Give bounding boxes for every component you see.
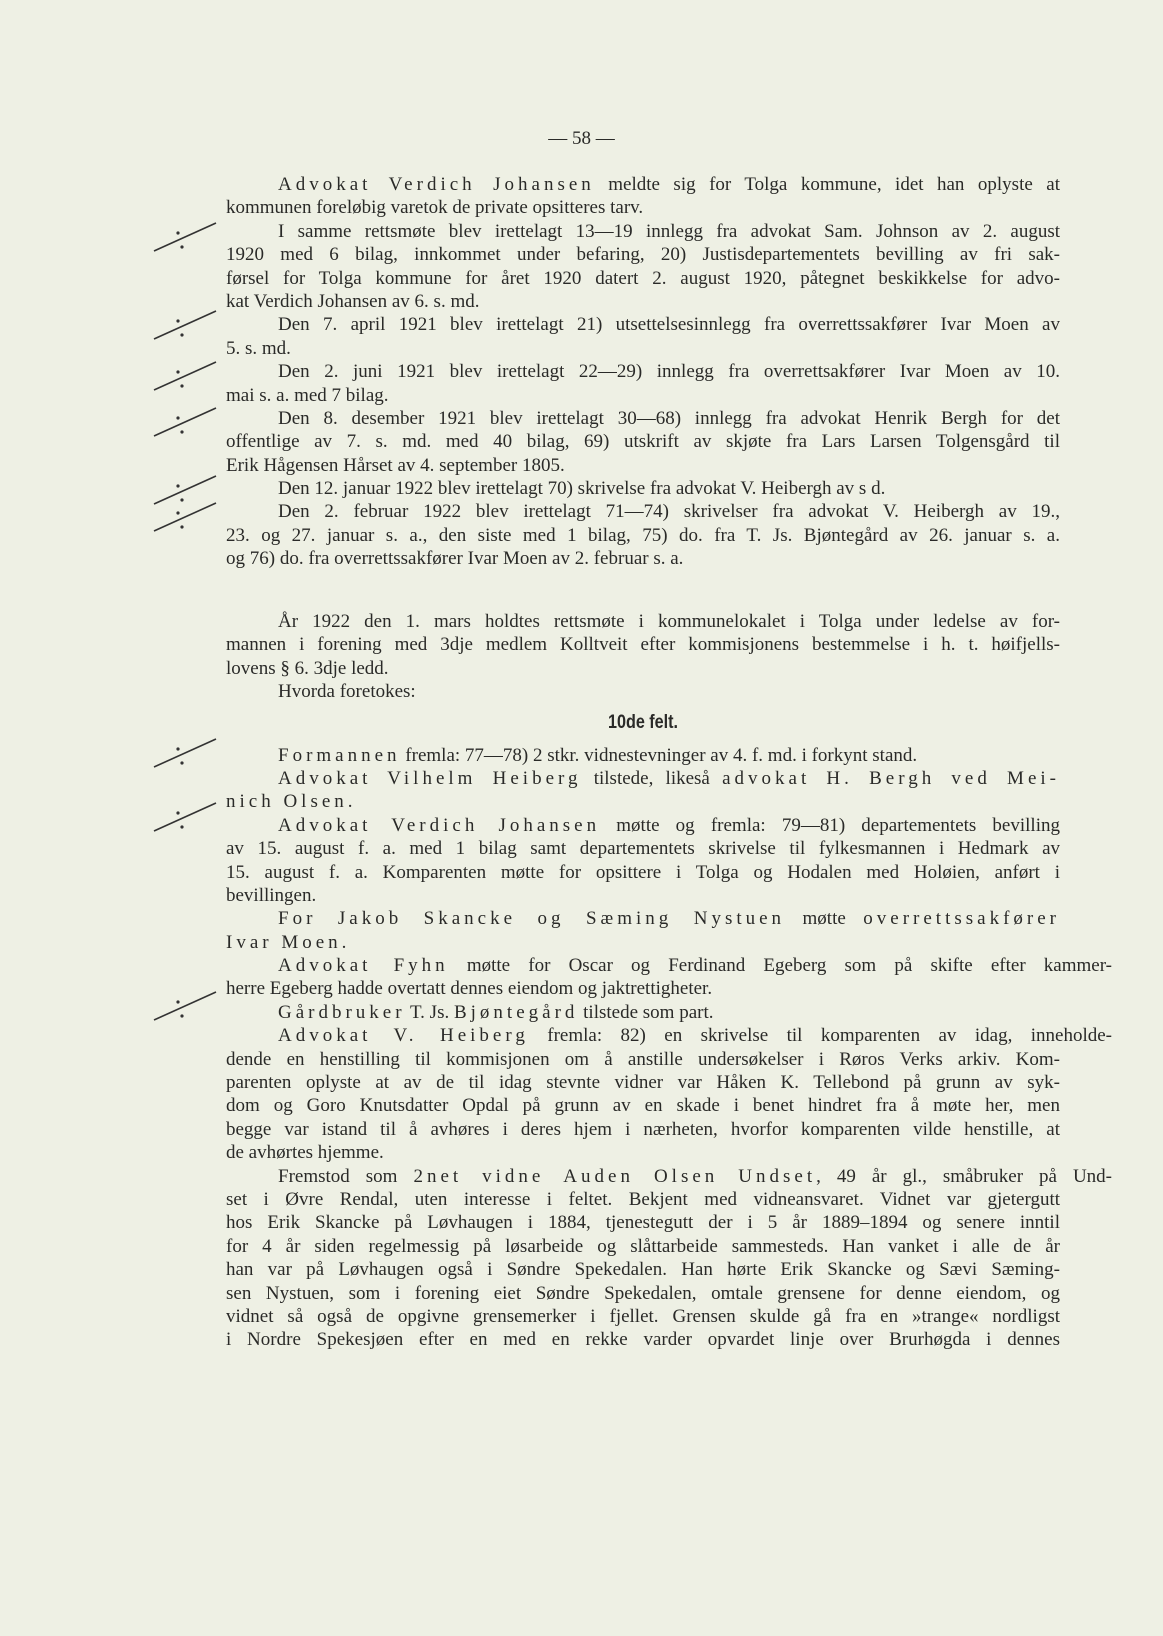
paragraph — [226, 814, 1060, 908]
section-court-session — [226, 610, 1113, 1352]
text-run: hos Erik Skancke på Løvhaugen i 1884, tjenestegutt der i 5 år 1889–1894 og senere inntil — [226, 1212, 1060, 1234]
text-run: parenten oplyste at av de til idag stevnte vidner var Håken K. Tellebond på grunn av syk- — [226, 1072, 1060, 1094]
text-line — [226, 1071, 1060, 1094]
text-run: sen Nystuen, som i forening eiet Søndre Spekedalen, omtale grensene for denne eiendom, og — [226, 1282, 1060, 1304]
paragraph — [226, 767, 1060, 814]
text-run: tilstede, likeså — [581, 767, 723, 789]
spaced-name: Advokat Fyhn — [278, 955, 449, 977]
text-line — [226, 220, 1060, 243]
text-line — [226, 1211, 1060, 1234]
text-run: meldte sig for Tolga kommune, idet han oplyste at — [594, 174, 1060, 195]
spaced-name: For Jakob Skancke og Sæming Nystuen — [278, 908, 786, 930]
text-line — [226, 384, 1060, 407]
text-run: Den 8. desember 1921 blev irettelagt 30—68) innlegg fra advokat Henrik Bergh for det — [278, 407, 1060, 429]
text-run: Den 2. februar 1922 blev irettelagt 71—74) skrivelser fra advokat V. Heibergh av 19., — [278, 501, 1060, 523]
margin-checkmark-icon — [150, 217, 230, 257]
text-run: for 4 år siden regelmessig på løsarbeide og slåttarbeide sammesteds. Han vanket i alle de år — [226, 1235, 1060, 1257]
paragraph — [226, 477, 1060, 500]
text-line — [226, 1048, 1060, 1071]
text-run: møtte — [785, 908, 864, 930]
text-run: kat Verdich Johansen av 6. s. md. — [226, 290, 480, 312]
text-run: Den 7. april 1921 blev irettelagt 21) utsettelsesinnlegg fra overrettssakfører Ivar Moen av — [278, 314, 1060, 336]
text-run: Hvorda foretokes: — [278, 681, 416, 703]
text-line — [226, 477, 1060, 500]
text-line — [226, 1282, 1060, 1305]
text-line — [226, 243, 1060, 266]
text-line — [226, 884, 1060, 907]
text-run: i Nordre Spekesjøen efter en med en rekke varder opvardet linje over Brurhøgda i dennes — [226, 1329, 1060, 1351]
session-body — [226, 744, 1113, 1352]
text-line — [226, 680, 1060, 703]
text-line — [226, 767, 1060, 790]
text-line — [226, 633, 1060, 656]
text-run: begge var istand til å avhøres i deres hjem i nærheten, hvorfor komparenten vilde henstille, at — [226, 1118, 1060, 1140]
paragraph — [226, 173, 1060, 220]
section-filings — [226, 173, 1060, 571]
paragraph — [226, 744, 1060, 767]
text-run: I samme rettsmøte blev irettelagt 13—19 innlegg fra advokat Sam. Johnson av 2. august — [278, 220, 1060, 242]
text-line — [226, 454, 1060, 477]
text-run: offentlige av 7. s. md. med 40 bilag, 69) utskrift av skjøte fra Lars Larsen Tolgensgård til — [226, 431, 1060, 453]
text-line — [226, 500, 1060, 523]
text-run: Den 12. januar 1922 blev irettelagt 70) skrivelse fra advokat V. Heibergh av s d. — [278, 478, 886, 500]
text-run: 5. s. md. — [226, 337, 291, 359]
text-run: de avhørtes hjemme. — [226, 1142, 384, 1164]
text-line — [226, 1258, 1060, 1281]
text-run: vidnet så også de opgivne grensemerker i fjellet. Grensen skulde gå fra en »trange« nordligst — [226, 1305, 1060, 1327]
text-line — [226, 337, 1060, 360]
text-run: 1920 med 6 bilag, innkommet under befaring, 20) Justisdepartementets bevilling av fri sak- — [226, 244, 1060, 266]
text-line — [226, 1001, 1060, 1024]
text-run: Den 2. juni 1921 blev irettelagt 22—29) innlegg fra overrettsakfører Ivar Moen av 10. — [278, 361, 1060, 383]
paragraph — [226, 1024, 1113, 1164]
spaced-name: Advokat Vilhelm Heiberg — [278, 767, 582, 789]
margin-checkmark-icon — [150, 497, 230, 537]
spaced-name: Gårdbruker — [278, 1001, 406, 1023]
spaced-name: Advokat Verdich Johansen — [278, 174, 595, 195]
text-run: og 76) do. fra overrettssakfører Ivar Moen av 2. februar s. a. — [226, 548, 684, 570]
text-run: han var på Løvhaugen også i Søndre Spekedalen. Han hørte Erik Skancke og Sævi Sæming- — [226, 1259, 1060, 1281]
paragraph — [226, 1001, 1060, 1024]
text-line — [226, 547, 1060, 570]
spaced-name: 2net vidne Auden Olsen Undset — [413, 1165, 817, 1187]
text-line — [226, 173, 1060, 196]
text-line — [226, 790, 1060, 813]
text-line — [226, 1165, 1112, 1188]
margin-checkmark-icon — [150, 356, 230, 396]
text-line — [226, 407, 1060, 430]
spaced-name: Formannen — [278, 744, 401, 766]
text-line — [226, 1094, 1060, 1117]
text-run: 15. august f. a. Komparenten møtte for opsittere i Tolga og Hodalen med Holøien, anført i — [226, 861, 1060, 883]
text-line — [226, 610, 1060, 633]
text-line — [226, 1235, 1060, 1258]
text-line — [226, 977, 1060, 1000]
spaced-name: Ivar Moen. — [226, 931, 351, 953]
text-line — [226, 814, 1060, 837]
spaced-name: advokat H. Bergh ved Mei- — [722, 767, 1060, 789]
text-run: dende en henstilling til kommisjonen om å anstille undersøkelser i Røros Verks arkiv. Kom- — [226, 1048, 1060, 1070]
text-run: År 1922 den 1. mars holdtes rettsmøte i kommunelokalet i Tolga under ledelse av for- — [278, 611, 1060, 632]
text-run: møtte for Oscar og Ferdinand Egeberg som på skifte efter kammer- — [448, 955, 1113, 977]
section-heading: 10de felt. — [607, 711, 679, 733]
paragraph — [226, 220, 1060, 314]
text-line — [226, 196, 1060, 219]
text-line — [226, 1328, 1060, 1351]
margin-checkmark-icon — [150, 986, 230, 1026]
text-line — [226, 931, 1060, 954]
spaced-name: Bjøntegård — [453, 1001, 579, 1023]
text-run: Fremstod som — [278, 1165, 414, 1187]
spaced-name: Advokat V. Heiberg — [278, 1025, 529, 1047]
spaced-name: nich Olsen. — [226, 791, 357, 813]
paragraph — [226, 407, 1060, 477]
margin-checkmark-icon — [150, 733, 230, 773]
text-line — [226, 313, 1060, 336]
text-line — [226, 524, 1060, 547]
paragraph — [226, 360, 1060, 407]
text-line — [226, 1305, 1060, 1328]
text-run: av 15. august f. a. med 1 bilag samt departementets skrivelse til fylkesmannen i Hedmark av — [226, 838, 1060, 860]
paragraph — [226, 500, 1060, 570]
text-line — [226, 657, 1060, 680]
text-run: bevillingen. — [226, 884, 317, 906]
text-line — [226, 837, 1060, 860]
spaced-name: overrettssakfører — [863, 908, 1060, 930]
text-run: Erik Hågensen Hårset av 4. september 1805. — [226, 454, 565, 476]
text-run: kommunen foreløbig varetok de private opsitteres tarv. — [226, 197, 644, 219]
text-line — [226, 1141, 1060, 1164]
paragraph — [226, 680, 1060, 703]
paragraph — [226, 954, 1113, 1001]
paragraph — [226, 907, 1060, 954]
text-line — [226, 290, 1060, 313]
margin-checkmark-icon — [150, 402, 230, 442]
text-line — [226, 954, 1112, 977]
text-run: herre Egeberg hadde overtatt dennes eiendom og jaktrettigheter. — [226, 978, 713, 1000]
text-run: lovens § 6. 3dje ledd. — [226, 657, 389, 679]
text-line — [226, 360, 1060, 383]
text-run: mai s. a. med 7 bilag. — [226, 384, 389, 406]
session-intro — [226, 610, 1060, 704]
text-run: , 49 år gl., småbruker på Und- — [816, 1165, 1113, 1187]
page-number: — 58 — — [548, 128, 615, 149]
text-line — [226, 267, 1060, 290]
text-line — [226, 1024, 1112, 1047]
paragraph — [226, 313, 1060, 360]
text-run: mannen i forening med 3dje medlem Kolltveit efter kommisjonens bestemmelse i h. t. høifjells- — [226, 634, 1060, 656]
text-line — [226, 1118, 1060, 1141]
text-run: fremla: 77—78) 2 stkr. vidnestevninger av 4. f. md. i forkynt stand. — [400, 744, 918, 766]
text-line — [226, 861, 1060, 884]
paragraph — [226, 610, 1060, 680]
text-line — [226, 430, 1060, 453]
text-line — [226, 1188, 1060, 1211]
text-run: 23. og 27. januar s. a., den siste med 1 bilag, 75) do. fra T. Js. Bjøntegård av 26. januar s. a. — [226, 524, 1060, 546]
text-run: møtte og fremla: 79—81) departementets bevilling — [600, 814, 1060, 836]
margin-checkmark-icon — [150, 797, 230, 837]
text-run: dom og Goro Knutsdatter Opdal på grunn av en skade i benet hindret fra å møte her, men — [226, 1095, 1060, 1117]
text-run: T. Js. — [405, 1001, 454, 1023]
text-run: fremla: 82) en skrivelse til komparenten av idag, inneholde- — [528, 1025, 1113, 1047]
text-line — [226, 744, 1060, 767]
text-run: set i Øvre Rendal, uten interesse i feltet. Bekjent med vidneansvaret. Vidnet var gjetergutt — [226, 1188, 1060, 1210]
spaced-name: Advokat Verdich Johansen — [278, 814, 601, 836]
paragraph — [226, 1165, 1113, 1352]
text-line — [226, 907, 1060, 930]
text-run: tilstede som part. — [578, 1001, 714, 1023]
text-run: førsel for Tolga kommune for året 1920 datert 2. august 1920, påtegnet beskikkelse for advo- — [226, 267, 1060, 289]
margin-checkmark-icon — [150, 305, 230, 345]
